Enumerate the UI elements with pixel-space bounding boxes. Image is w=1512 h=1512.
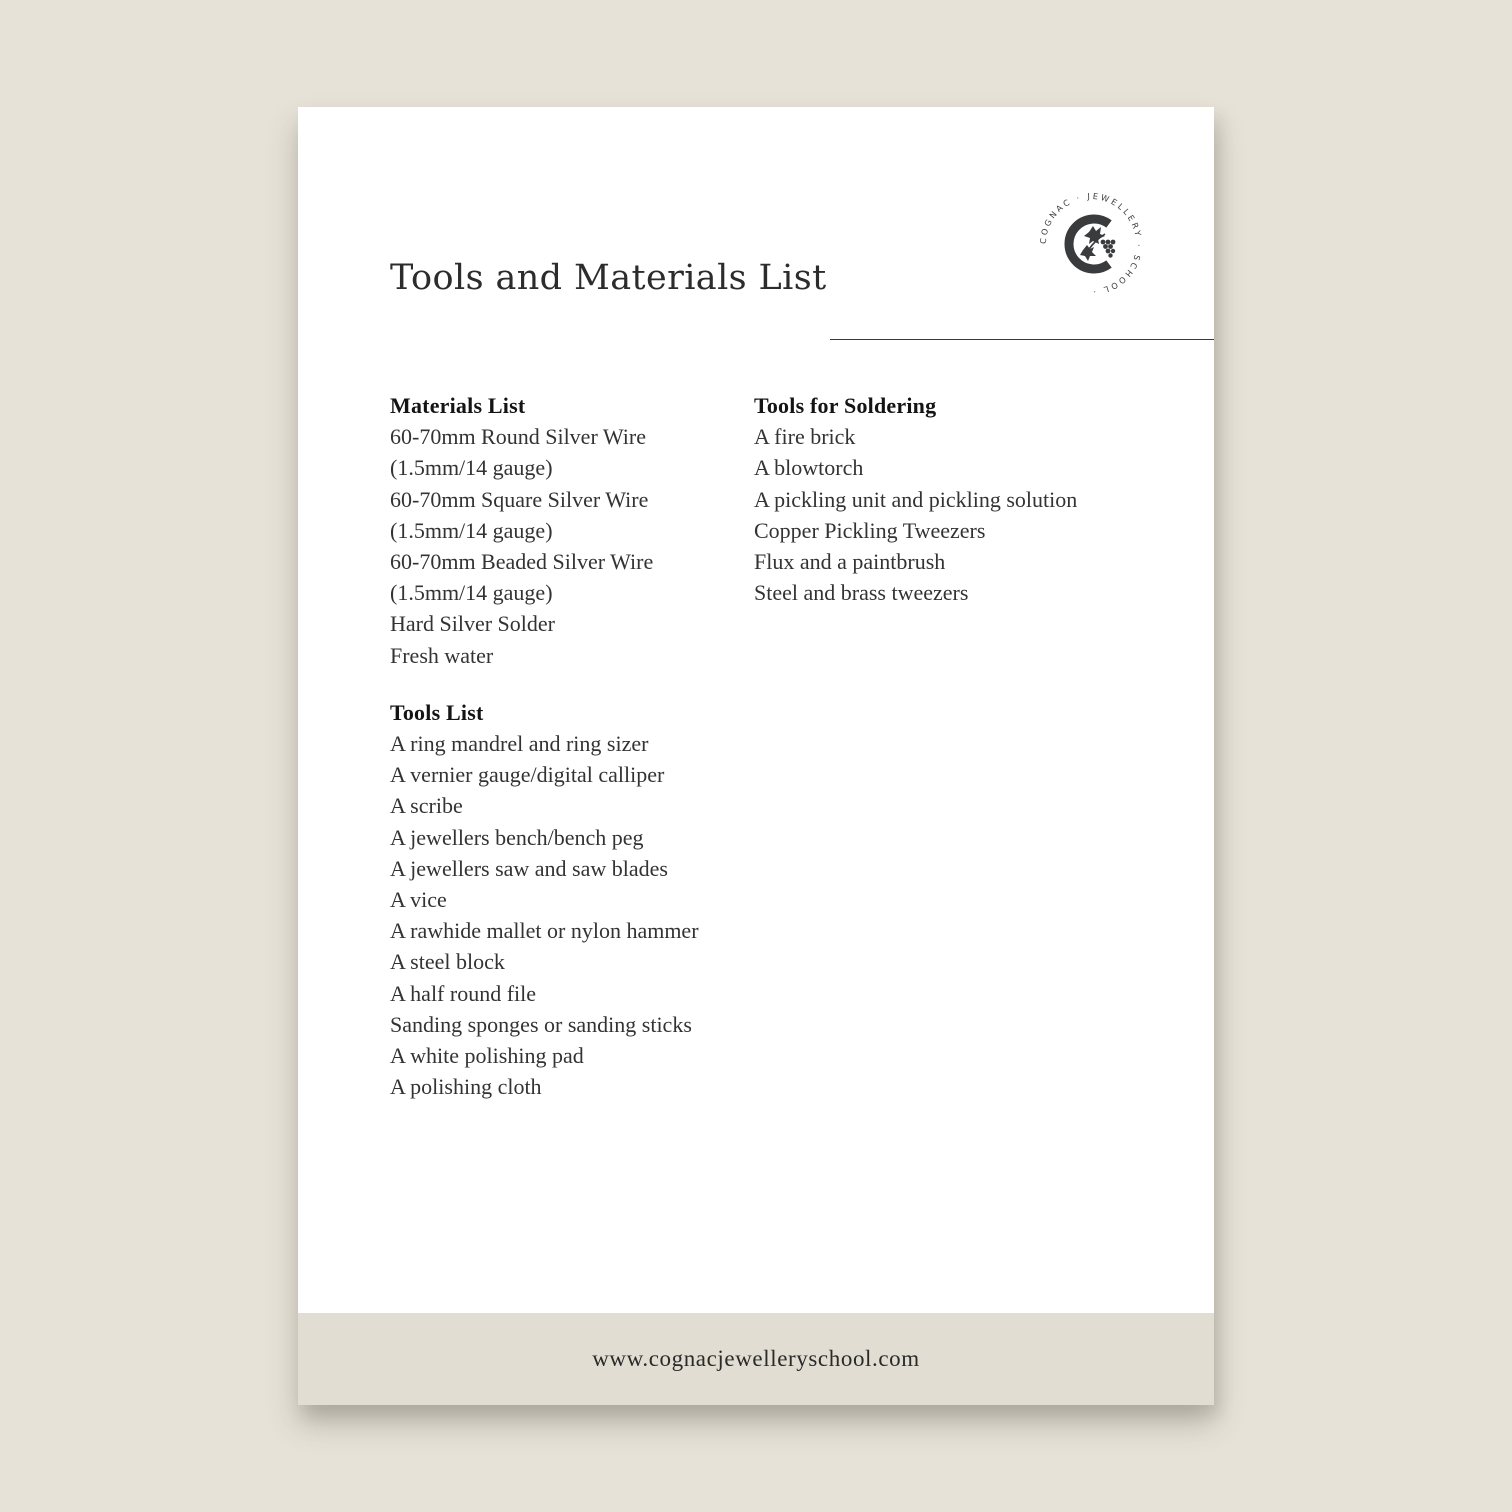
list-item: A white polishing pad — [390, 1043, 584, 1069]
list-item: A jewellers bench/bench peg — [390, 824, 644, 850]
document-page — [298, 107, 1214, 1405]
list-item: A jewellers saw and saw blades — [390, 855, 668, 881]
soldering-tools-list — [754, 421, 1194, 608]
list-item: Hard Silver Solder — [390, 611, 555, 637]
list-item: Sanding sponges or sanding sticks — [390, 1011, 692, 1037]
list-item: Copper Pickling Tweezers — [754, 517, 986, 543]
list-item: A pickling unit and pickling solution — [754, 486, 1078, 512]
section-heading-soldering: Tools for Soldering — [754, 393, 937, 418]
list-item: A polishing cloth — [390, 1074, 542, 1100]
list-item: 60-70mm Square Silver Wire — [390, 486, 649, 512]
list-item: A vernier gauge/digital calliper — [390, 762, 665, 788]
list-item: Fresh water — [390, 642, 494, 668]
svg-text:COGNAC · JEWELLERY · SCHOOL ·: COGNAC · JEWELLERY · SCHOOL · — [1037, 190, 1145, 298]
list-item: A half round file — [390, 980, 537, 1006]
list-item: A rawhide mallet or nylon hammer — [390, 918, 699, 944]
list-item: A scribe — [390, 793, 463, 819]
list-item: A vice — [390, 887, 447, 913]
website-link[interactable]: www.cognacjewelleryschool.com — [592, 1346, 920, 1371]
list-item: A fire brick — [754, 424, 856, 450]
page-title: Tools and Materials List — [390, 258, 827, 298]
left-column — [390, 390, 740, 1128]
tools-list-section — [390, 697, 740, 1103]
cognac-jewellery-school-logo-icon — [1033, 186, 1149, 302]
list-item: 60-70mm Beaded Silver Wire — [390, 549, 654, 575]
right-column — [754, 390, 1194, 634]
materials-list-section — [390, 390, 740, 671]
footer-band — [298, 1313, 1214, 1405]
title-divider — [830, 339, 1214, 340]
list-item: (1.5mm/14 gauge) — [390, 455, 553, 481]
list-item: A steel block — [390, 949, 505, 975]
list-item: A ring mandrel and ring sizer — [390, 731, 649, 757]
list-item: 60-70mm Round Silver Wire — [390, 424, 646, 450]
list-item: A blowtorch — [754, 455, 864, 481]
materials-list — [390, 421, 740, 671]
list-item: (1.5mm/14 gauge) — [390, 517, 553, 543]
tools-list — [390, 728, 740, 1102]
section-heading-materials: Materials List — [390, 393, 526, 418]
section-heading-tools: Tools List — [390, 699, 484, 725]
list-item: Steel and brass tweezers — [754, 580, 969, 606]
list-item: (1.5mm/14 gauge) — [390, 580, 553, 606]
list-item: Flux and a paintbrush — [754, 549, 946, 575]
soldering-tools-section — [754, 390, 1194, 608]
